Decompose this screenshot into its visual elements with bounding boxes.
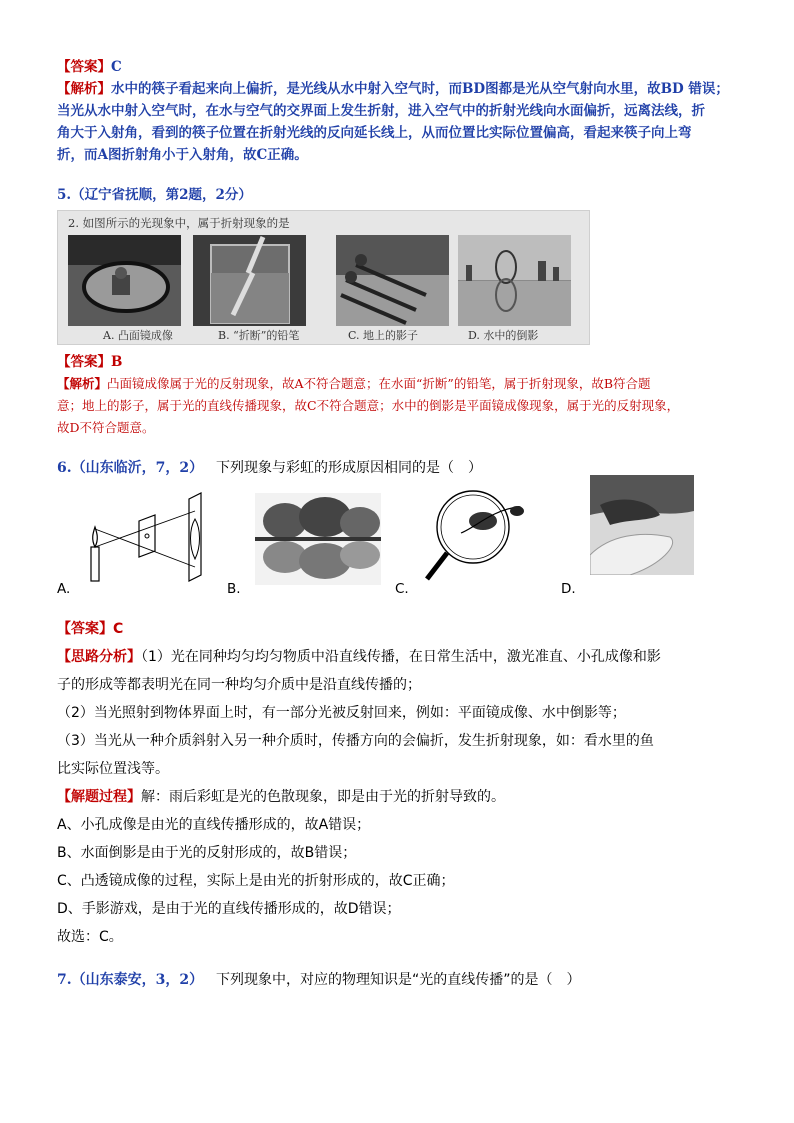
process-line: D、手影游戏，是由于光的直线传播形成的，故D错误； (57, 901, 401, 917)
q4-analysis (57, 78, 739, 166)
q6-answer (57, 615, 739, 643)
idea-tag: 【思路分析】 (57, 649, 141, 665)
question-text: 下列现象中，对应的物理知识是“光的直线传播”的是（ ） (215, 972, 581, 988)
idea-line: （1）光在同种均匀均匀物质中沿直线传播，在日常生活中，激光准直、小孔成像和影 (141, 649, 661, 665)
photo-convex-mirror (68, 235, 181, 326)
analysis-line: 折，而A图折射角小于入射角，故C正确。 (57, 147, 308, 163)
q6-process (57, 783, 739, 951)
caption-c: C. 地上的影子 (348, 329, 419, 342)
analysis-line: 凸面镜成像属于光的反射现象，故A不符合题意；在水面“折断”的铅笔，属于折射现象，故B符合题 (107, 376, 651, 391)
lake-reflection-photo (255, 493, 381, 589)
analysis-tag: 【解析】 (57, 81, 111, 97)
hand-shadow-photo (590, 475, 694, 579)
q5-figure (57, 210, 590, 345)
question-text: 下列现象与彩虹的形成原因相同的是（ ） (215, 460, 482, 476)
question-number: 5. (57, 187, 72, 203)
choice-b-label: B. (227, 581, 241, 597)
idea-line: 比实际位置浅等。 (57, 761, 169, 777)
caption-b: B. “折断”的铅笔 (218, 329, 300, 342)
process-line: A、小孔成像是由光的直线传播形成的，故A错误； (57, 817, 371, 833)
question-number: 6. (57, 460, 72, 476)
process-line: 解：雨后彩虹是光的色散现象，即是由于光的折射导致的。 (141, 789, 505, 805)
process-line: B、水面倒影是由于光的反射形成的，故B错误； (57, 845, 357, 861)
caption-a: A. 凸面镜成像 (103, 329, 173, 342)
analysis-line: 角大于入射角，看到的筷子位置在折射光线的反向延长线上，从而位置比实际位置偏高，看起来筷子向上弯 (57, 125, 692, 141)
answer-value: B (111, 354, 123, 370)
q5-analysis (57, 373, 739, 439)
photo-shadows (336, 235, 449, 326)
process-line: 故选：C。 (57, 929, 123, 945)
answer-tag: 【答案】 (57, 59, 111, 75)
choice-c-label: C. (395, 581, 409, 597)
q5-answer (57, 351, 739, 373)
process-line: C、凸透镜成像的过程，实际上是由光的折射形成的，故C正确； (57, 873, 455, 889)
caption-d: D. 水中的倒影 (468, 329, 539, 342)
analysis-line: 水中的筷子看起来向上偏折，是光线从水中射入空气时，而BD图都是光从空气射向水里，故BD 错误； (111, 81, 729, 97)
question-source: （山东泰安，3，2） (71, 972, 204, 988)
answer-value: C (111, 59, 122, 75)
q6-choices (57, 487, 739, 599)
analysis-line: 故D不符合题意。 (57, 420, 155, 435)
analysis-tag: 【解析】 (57, 376, 108, 391)
process-tag: 【解题过程】 (57, 789, 141, 805)
magnifier-drawing (421, 487, 541, 587)
figure-question: 2. 如图所示的光现象中，属于折射现象的是 (68, 216, 290, 230)
pinhole-diagram (77, 489, 207, 589)
q5-title (57, 184, 739, 206)
answer-tag: 【答案】 (57, 354, 111, 370)
answer-value: C (113, 621, 124, 637)
q6-idea-analysis (57, 643, 739, 783)
q4-answer (57, 56, 739, 78)
idea-line: 子的形成等都表明光在同一种均匀介质中是沿直线传播的； (57, 677, 421, 693)
idea-line: （3）当光从一种介质斜射入另一种介质时，传播方向的会偏折，发生折射现象，如：看水里的鱼 (57, 733, 654, 749)
document-page (57, 56, 739, 991)
answer-tag: 【答案】 (57, 621, 113, 637)
choice-a-label: A. (57, 581, 71, 597)
analysis-line: 当光从水中射入空气时，在水与空气的交界面上发生折射，进入空气中的折射光线向水面偏折，远离法线，折 (57, 103, 705, 119)
analysis-line: 意；地上的影子，属于光的直线传播现象，故C不符合题意；水中的倒影是平面镜成像现象，属于光的反射现象， (57, 398, 680, 413)
photo-reflection (458, 235, 571, 326)
photo-bent-pencil (193, 235, 306, 326)
question-number: 7. (57, 972, 72, 988)
q7-title (57, 969, 739, 991)
choice-d-label: D. (561, 581, 576, 597)
idea-line: （2）当光照射到物体界面上时，有一部分光被反射回来，例如：平面镜成像、水中倒影等； (57, 705, 626, 721)
question-source: （山东临沂，7，2） (71, 460, 204, 476)
question-source: （辽宁省抚顺，第2题，2分） (71, 187, 252, 203)
